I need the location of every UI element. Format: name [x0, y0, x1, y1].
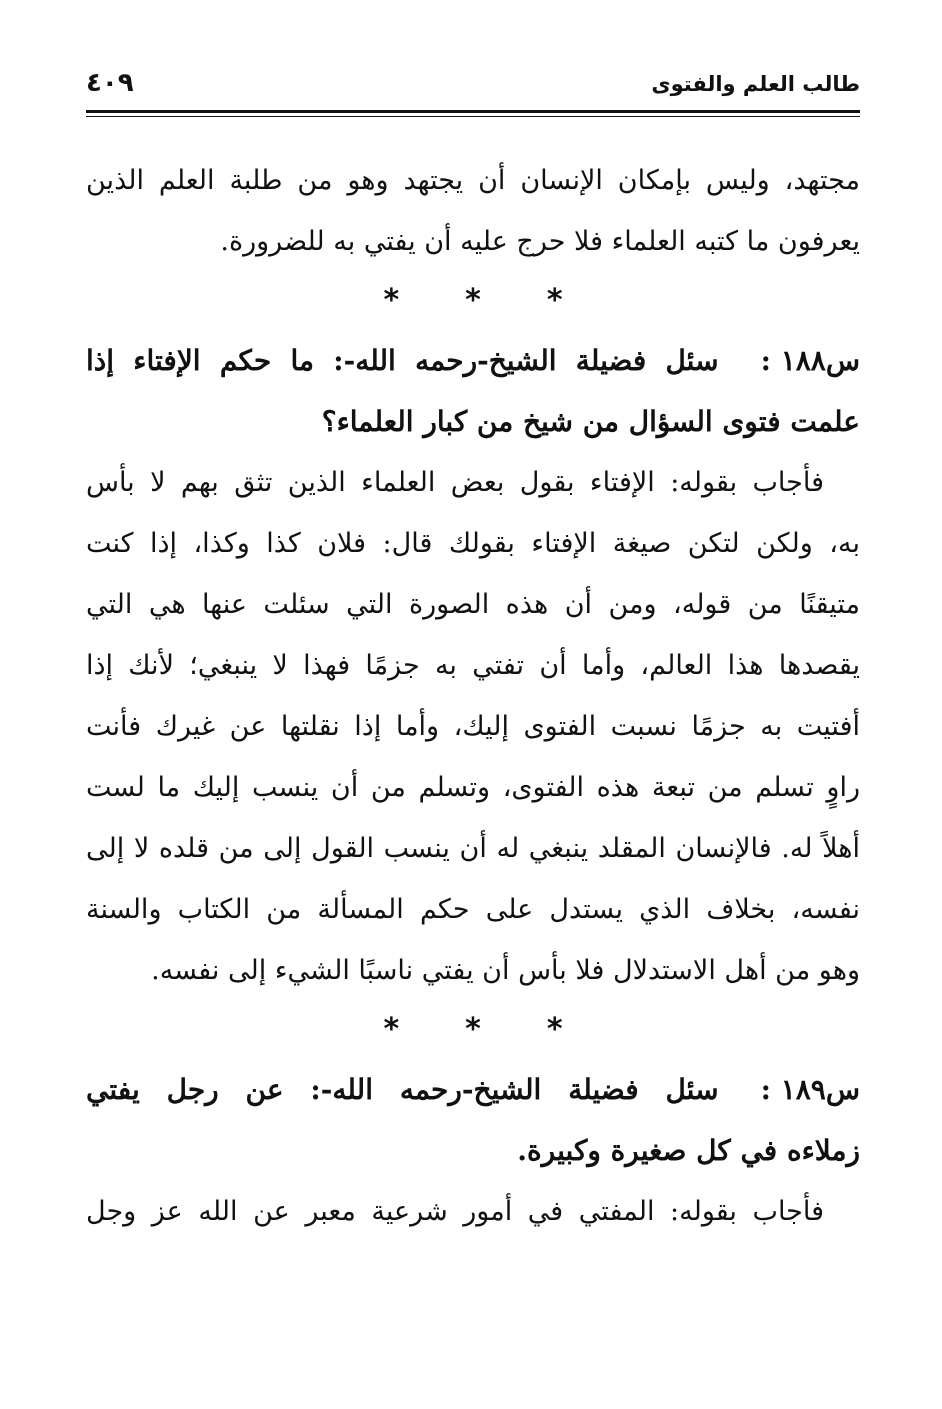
answer-line: يقصدها هذا العالم، وأما أن تفتي به جزمًا فهذا لا ينبغي؛ لأنك إذا	[86, 650, 860, 681]
answer-line: به، ولكن لتكن صيغة الإفتاء بقولك قال: فلان كذا وكذا، إذا كنت	[86, 528, 860, 559]
separator-star: *	[383, 1012, 400, 1047]
answer-line: أفتيت به جزمًا نسبت الفتوى إليك، وأما إذا نقلتها عن غيرك فأنت	[86, 711, 860, 742]
question-line	[86, 330, 860, 391]
question-number: س١٨٩ :	[760, 1073, 860, 1106]
separator-star: *	[465, 1012, 481, 1047]
question-text: سئل فضيلة الشيخ-رحمه الله-: عن رجل يفتي	[86, 1073, 719, 1106]
text-line: يعرفون ما كتبه العلماء فلا حرج عليه أن يفتي به للضرورة.	[220, 226, 860, 257]
question-line: علمت فتوى السؤال من شيخ من كبار العلماء؟	[321, 405, 860, 438]
answer-line: أهلاً له. فالإنسان المقلد ينبغي له أن ينسب القول إلى من قلده لا إلى	[86, 833, 860, 864]
question-line: زملاءه في كل صغيرة وكبيرة.	[517, 1134, 860, 1167]
text-line: مجتهد، وليس بإمكان الإنسان أن يجتهد وهو من طلبة العلم الذين	[86, 165, 860, 196]
separator-star: *	[465, 283, 481, 318]
separator-star: *	[546, 283, 563, 318]
section-separator	[86, 272, 860, 330]
answer-line: فأجاب بقوله: المفتي في أمور شرعية معبر عن الله عز وجل	[86, 1196, 824, 1227]
running-title: طالب العلم والفتوى	[651, 72, 860, 96]
header-rule-thick	[86, 110, 860, 113]
answer-line: نفسه، بخلاف الذي يستدل على حكم المسألة من الكتاب والسنة	[86, 894, 860, 925]
page-number: ٤٠٩	[86, 68, 134, 98]
answer-line: متيقنًا من قوله، ومن أن هذه الصورة التي سئلت عنها هي التي	[86, 589, 860, 620]
answer-line: راوٍ تسلم من تبعة هذه الفتوى، وتسلم من أن ينسب إليك ما لست	[86, 772, 860, 803]
question-number: س١٨٨ :	[760, 344, 860, 377]
separator-star: *	[383, 283, 400, 318]
section-separator	[86, 1001, 860, 1059]
header-rule-thin	[86, 116, 860, 117]
answer-line: وهو من أهل الاستدلال فلا بأس أن يفتي ناسبًا الشيء إلى نفسه.	[151, 955, 860, 986]
page-body	[86, 150, 860, 1242]
separator-star: *	[546, 1012, 563, 1047]
question-text: سئل فضيلة الشيخ-رحمه الله-: ما حكم الإفتاء إذا	[86, 344, 719, 377]
answer-line: فأجاب بقوله: الإفتاء بقول بعض العلماء الذين تثق بهم لا بأس	[86, 467, 824, 498]
question-line	[86, 1059, 860, 1120]
running-header	[86, 66, 860, 106]
